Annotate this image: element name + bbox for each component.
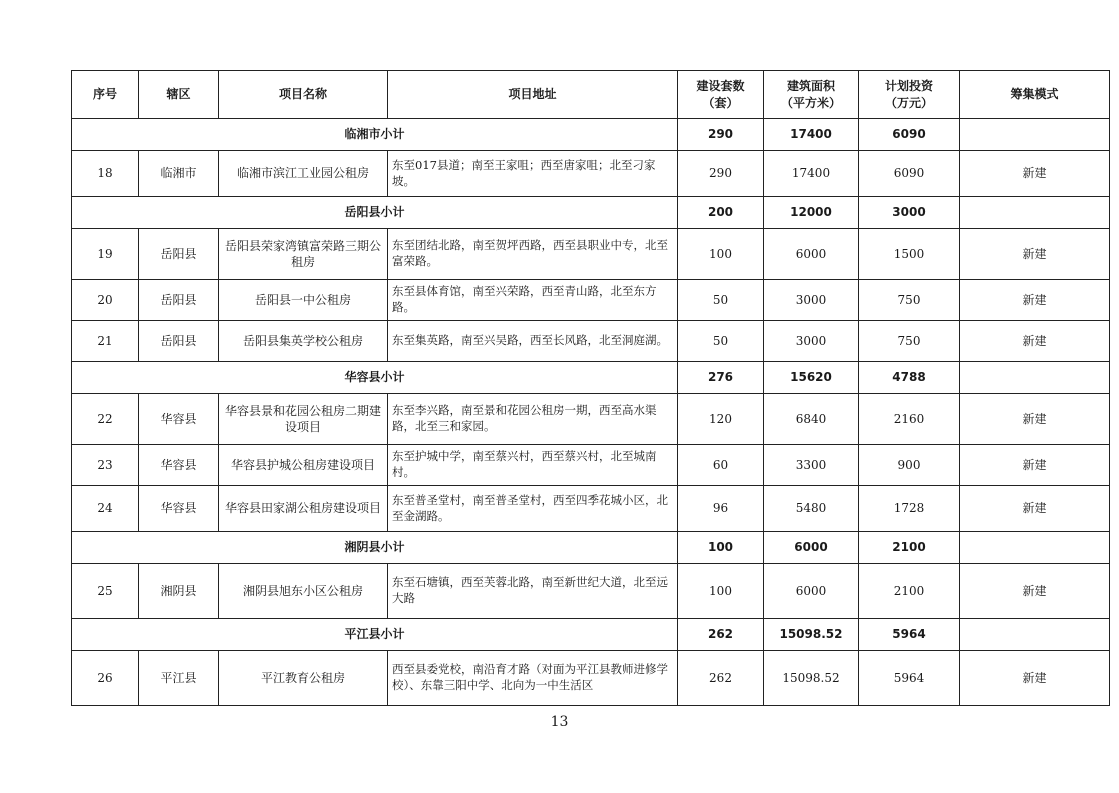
header-investment [859, 71, 960, 119]
subtotal-investment: 6090 [859, 119, 960, 151]
subtotal-units: 276 [678, 362, 764, 394]
row-area: 3000 [764, 321, 859, 362]
row-index: 19 [72, 229, 139, 280]
subtotal-mode-empty [960, 197, 1110, 229]
row-investment: 1500 [859, 229, 960, 280]
subtotal-area: 6000 [764, 532, 859, 564]
subtotal-investment: 4788 [859, 362, 960, 394]
subtotal-label: 岳阳县小计 [72, 197, 678, 229]
header-project-name: 项目名称 [219, 71, 388, 119]
row-funding-mode: 新建 [960, 321, 1110, 362]
row-project-address: 西至县委党校，南沿育才路（对面为平江县教师进修学校）、东靠三阳中学、北向为一中生活区 [388, 651, 678, 706]
row-area: 5480 [764, 486, 859, 532]
row-units: 290 [678, 151, 764, 197]
row-project-address: 东至县体育馆，南至兴荣路，西至青山路，北至东方路。 [388, 280, 678, 321]
header-units-line1: 建设套数 [696, 79, 745, 94]
row-project-name: 湘阴县旭东小区公租房 [219, 564, 388, 619]
header-area-line1: 建筑面积 [786, 79, 835, 94]
row-project-address: 东至李兴路，南至景和花园公租房一期，西至高水渠路，北至三和家园。 [388, 394, 678, 445]
subtotal-units: 200 [678, 197, 764, 229]
subtotal-label: 临湘市小计 [72, 119, 678, 151]
subtotal-area: 17400 [764, 119, 859, 151]
header-investment-line1: 计划投资 [884, 79, 933, 94]
row-units: 60 [678, 445, 764, 486]
row-district: 华容县 [139, 486, 219, 532]
header-index: 序号 [72, 71, 139, 119]
row-investment: 6090 [859, 151, 960, 197]
row-funding-mode: 新建 [960, 564, 1110, 619]
subtotal-area: 15620 [764, 362, 859, 394]
row-index: 21 [72, 321, 139, 362]
row-investment: 900 [859, 445, 960, 486]
subtotal-row [72, 532, 1110, 564]
row-area: 6840 [764, 394, 859, 445]
subtotal-mode-empty [960, 362, 1110, 394]
row-units: 50 [678, 321, 764, 362]
row-units: 96 [678, 486, 764, 532]
header-project-address: 项目地址 [388, 71, 678, 119]
row-area: 3000 [764, 280, 859, 321]
row-project-name: 华容县田家湖公租房建设项目 [219, 486, 388, 532]
row-district: 湘阴县 [139, 564, 219, 619]
header-district: 辖区 [139, 71, 219, 119]
table-row [72, 486, 1110, 532]
subtotal-mode-empty [960, 619, 1110, 651]
row-project-name: 华容县景和花园公租房二期建设项目 [219, 394, 388, 445]
table-row [72, 229, 1110, 280]
row-investment: 5964 [859, 651, 960, 706]
row-units: 100 [678, 229, 764, 280]
table-row [72, 564, 1110, 619]
row-investment: 2100 [859, 564, 960, 619]
row-investment: 2160 [859, 394, 960, 445]
row-area: 6000 [764, 229, 859, 280]
row-project-name: 平江教育公租房 [219, 651, 388, 706]
row-units: 50 [678, 280, 764, 321]
subtotal-label: 华容县小计 [72, 362, 678, 394]
row-district: 平江县 [139, 651, 219, 706]
row-area: 3300 [764, 445, 859, 486]
row-funding-mode: 新建 [960, 151, 1110, 197]
row-district: 华容县 [139, 445, 219, 486]
row-units: 262 [678, 651, 764, 706]
row-project-name: 岳阳县集英学校公租房 [219, 321, 388, 362]
row-units: 100 [678, 564, 764, 619]
row-district: 华容县 [139, 394, 219, 445]
row-project-name: 临湘市滨江工业园公租房 [219, 151, 388, 197]
row-investment: 1728 [859, 486, 960, 532]
row-funding-mode: 新建 [960, 280, 1110, 321]
row-project-name: 岳阳县一中公租房 [219, 280, 388, 321]
table-row [72, 445, 1110, 486]
row-project-name: 华容县护城公租房建设项目 [219, 445, 388, 486]
row-index: 23 [72, 445, 139, 486]
row-index: 25 [72, 564, 139, 619]
row-district: 岳阳县 [139, 321, 219, 362]
header-investment-line2: （万元） [884, 95, 933, 110]
subtotal-area: 15098.52 [764, 619, 859, 651]
row-funding-mode: 新建 [960, 394, 1110, 445]
table-row [72, 651, 1110, 706]
header-area-line2: （平方米） [780, 95, 841, 110]
row-funding-mode: 新建 [960, 651, 1110, 706]
row-funding-mode: 新建 [960, 229, 1110, 280]
row-funding-mode: 新建 [960, 445, 1110, 486]
housing-projects-table [71, 70, 1110, 706]
page-number: 13 [550, 714, 569, 730]
subtotal-label: 湘阴县小计 [72, 532, 678, 564]
row-index: 22 [72, 394, 139, 445]
row-district: 岳阳县 [139, 280, 219, 321]
row-project-address: 东至集英路，南至兴吴路，西至长风路，北至洞庭湖。 [388, 321, 678, 362]
row-investment: 750 [859, 321, 960, 362]
row-project-address: 东至护城中学，南至蔡兴村，西至蔡兴村，北至城南村。 [388, 445, 678, 486]
row-index: 26 [72, 651, 139, 706]
row-funding-mode: 新建 [960, 486, 1110, 532]
table-row [72, 394, 1110, 445]
header-funding-mode: 筹集模式 [960, 71, 1110, 119]
row-project-address: 东至普圣堂村，南至普圣堂村，西至四季花城小区，北至金湖路。 [388, 486, 678, 532]
subtotal-units: 262 [678, 619, 764, 651]
header-area [764, 71, 859, 119]
subtotal-row [72, 619, 1110, 651]
row-area: 15098.52 [764, 651, 859, 706]
subtotal-row [72, 119, 1110, 151]
table-row [72, 280, 1110, 321]
row-units: 120 [678, 394, 764, 445]
subtotal-investment: 5964 [859, 619, 960, 651]
table-row [72, 151, 1110, 197]
subtotal-investment: 2100 [859, 532, 960, 564]
row-index: 20 [72, 280, 139, 321]
row-project-address: 东至石塘镇，西至芙蓉北路，南至新世纪大道，北至远大路 [388, 564, 678, 619]
subtotal-units: 290 [678, 119, 764, 151]
subtotal-row [72, 197, 1110, 229]
header-units-line2: （套） [702, 95, 739, 110]
header-units [678, 71, 764, 119]
subtotal-units: 100 [678, 532, 764, 564]
row-area: 17400 [764, 151, 859, 197]
row-index: 24 [72, 486, 139, 532]
table-row [72, 321, 1110, 362]
row-project-address: 东至团结北路，南至贺坪西路，西至县职业中专，北至富荣路。 [388, 229, 678, 280]
row-index: 18 [72, 151, 139, 197]
subtotal-mode-empty [960, 532, 1110, 564]
row-project-address: 东至017县道；南至王家咀；西至唐家咀；北至刁家坡。 [388, 151, 678, 197]
row-area: 6000 [764, 564, 859, 619]
subtotal-investment: 3000 [859, 197, 960, 229]
subtotal-row [72, 362, 1110, 394]
table-header-row [72, 71, 1110, 119]
subtotal-mode-empty [960, 119, 1110, 151]
subtotal-label: 平江县小计 [72, 619, 678, 651]
row-project-name: 岳阳县荣家湾镇富荣路三期公租房 [219, 229, 388, 280]
row-district: 临湘市 [139, 151, 219, 197]
row-investment: 750 [859, 280, 960, 321]
subtotal-area: 12000 [764, 197, 859, 229]
row-district: 岳阳县 [139, 229, 219, 280]
